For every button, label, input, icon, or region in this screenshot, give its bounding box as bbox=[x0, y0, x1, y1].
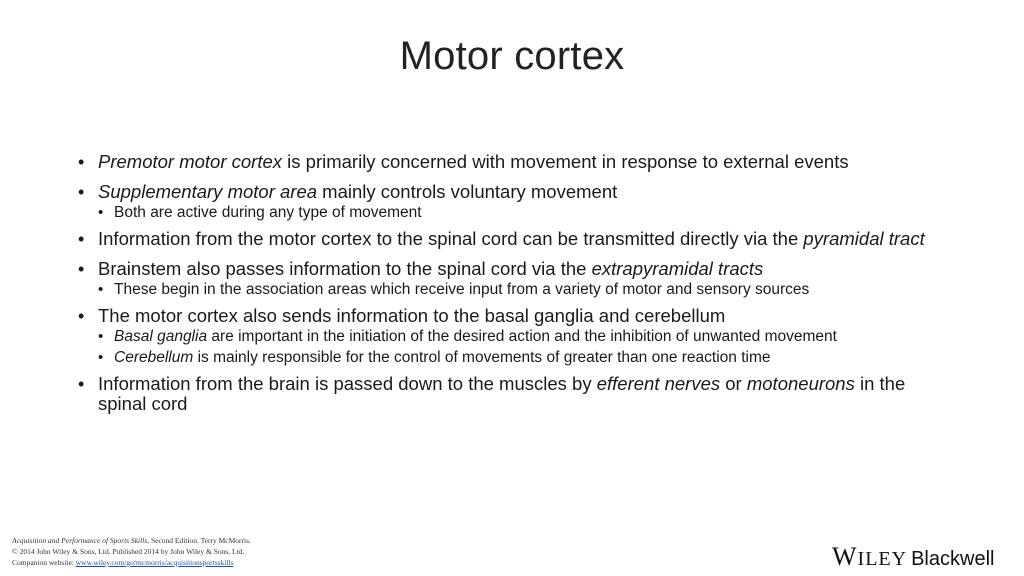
wiley-blackwell-logo bbox=[832, 542, 1022, 572]
companion-website-link[interactable]: www.wiley.com/go/mcmorris/acquisitionsportsskills bbox=[75, 558, 234, 567]
sub-bullet-cerebellum: • Cerebellum is mainly responsible for the control of movements of greater than one reaction time bbox=[76, 350, 956, 366]
bullet-pyramidal: • Information from the motor cortex to the spinal cord can be transmitted directly via the pyramidal tract bbox=[76, 229, 956, 249]
bullet-basal-cerebellum: • The motor cortex also sends information to the basal ganglia and cerebellum bbox=[76, 306, 956, 326]
slide-title: Motor cortex bbox=[399, 34, 625, 78]
bullet-premotor: • Premotor motor cortex is primarily concerned with movement in response to external events bbox=[76, 152, 956, 172]
bullet-brainstem: • Brainstem also passes information to the spinal cord via the extrapyramidal tracts bbox=[76, 259, 956, 279]
citation-footer bbox=[12, 535, 332, 568]
citation-line-copyright: © 2014 John Wiley & Sons, Ltd. Published 2014 by John Wiley & Sons, Ltd. bbox=[12, 547, 245, 556]
wiley-wordmark: WILEY bbox=[832, 542, 908, 571]
citation-line-book: Acquisition and Performance of Sports Skills, Second Edition. Terry McMorris. bbox=[12, 536, 251, 545]
sub-bullet-both-active: • Both are active during any type of movement bbox=[76, 205, 956, 221]
sub-bullet-basal-ganglia: • Basal ganglia are important in the initiation of the desired action and the inhibition of unwanted movement bbox=[76, 329, 956, 345]
citation-line-companion: Companion website: www.wiley.com/go/mcmorris/acquisitionsportsskills bbox=[12, 558, 234, 567]
bullet-efferent: • Information from the brain is passed down to the muscles by efferent nerves or motoneurons in the spinal cord bbox=[76, 374, 956, 414]
sub-bullet-association-areas: • These begin in the association areas which receive input from a variety of motor and sensory sources bbox=[76, 282, 956, 298]
bullet-supplementary: • Supplementary motor area mainly controls voluntary movement bbox=[76, 182, 956, 202]
blackwell-wordmark: Blackwell bbox=[911, 548, 995, 570]
bullet-list bbox=[76, 152, 956, 424]
